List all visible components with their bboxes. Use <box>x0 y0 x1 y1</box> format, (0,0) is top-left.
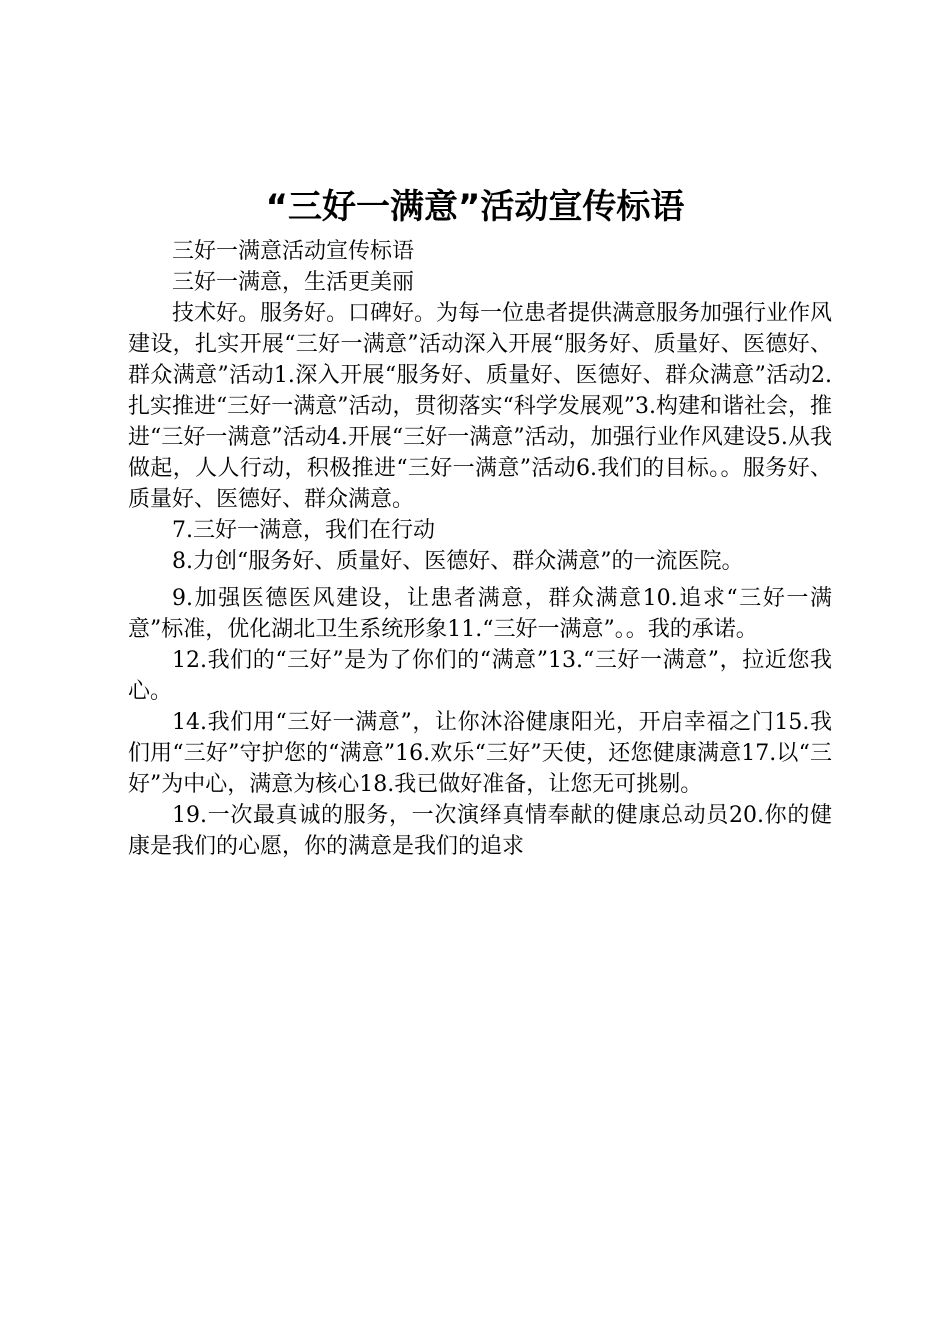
document-body <box>128 236 832 862</box>
paragraph-slogan-8: 8.力创“服务好、质量好、医德好、群众满意”的一流医院。 <box>172 549 744 574</box>
paragraph-slogans-9-11: 9.加强医德医风建设，让患者满意，群众满意10.追求“三好一满意”标准，优化湖北卫生系统形象11.“三好一满意”。。我的承诺。 <box>128 586 832 642</box>
paragraph-slogans-19-20: 19.一次最真诚的服务，一次演绎真情奉献的健康总动员20.你的健康是我们的心愿，你的满意是我们的追求 <box>128 803 832 859</box>
paragraph-slogan-7: 7.三好一满意，我们在行动 <box>172 518 435 543</box>
document-title: “三好一满意”活动宣传标语 <box>265 187 685 227</box>
paragraph-slogan-heading: 三好一满意，生活更美丽 <box>172 270 415 295</box>
paragraph-slogans-12-13: 12.我们的“三好”是为了你们的“满意”13.“三好一满意”，拉近您我心。 <box>128 648 832 704</box>
paragraph-subtitle: 三好一满意活动宣传标语 <box>172 239 415 264</box>
paragraph-slogans-14-18: 14.我们用“三好一满意”，让你沐浴健康阳光，开启幸福之门15.我们用“三好”守护您的“满意”16.欢乐“三好”天使，还您健康满意17.以“三好”为中心，满意为核心18.我已做好准备，让您无可挑剔。 <box>128 710 832 797</box>
paragraph-slogans-1-6: 技术好。服务好。口碑好。为每一位患者提供满意服务加强行业作风建设，扎实开展“三好一满意”活动深入开展“服务好、质量好、医德好、群众满意”活动1.深入开展“服务好、质量好、医德好、群众满意”活动2.扎实推进“三好一满意”活动，贯彻落实“科学发展观”3.构建和谐社会，推进“三好一满意”活动4.开展“三好一满意”活动，加强行业作风建设5.从我做起，人人行动，积极推进“三好一满意”活动6.我们的目标。。服务好、质量好、医德好、群众满意。 <box>128 301 833 512</box>
